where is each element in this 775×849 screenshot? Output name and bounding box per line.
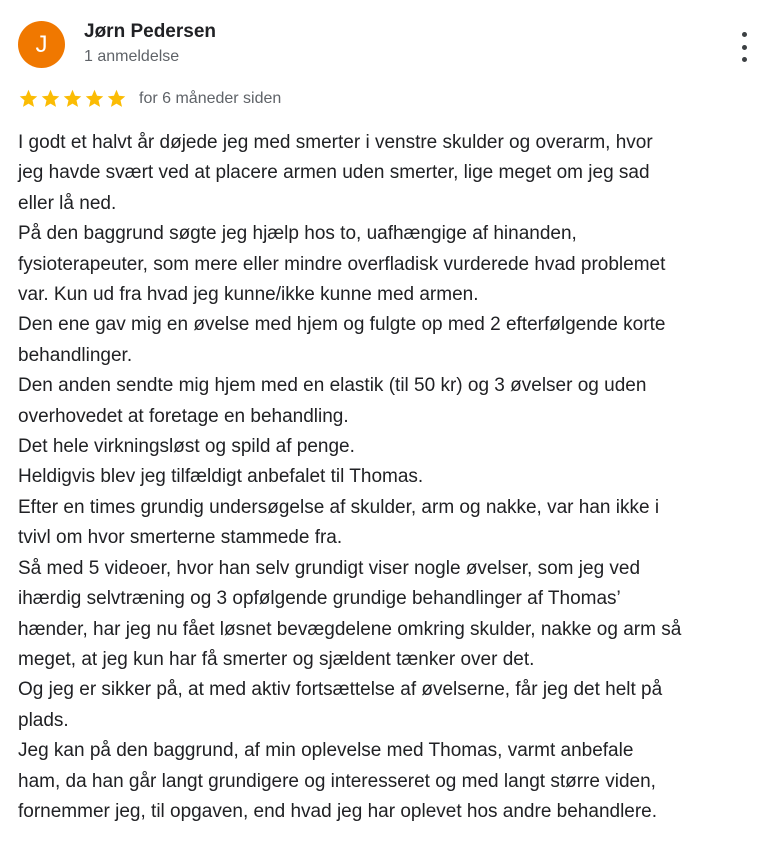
star-rating — [18, 88, 127, 109]
review-line: Jeg kan på den baggrund, af min oplevelse med Thomas, varmt anbefale — [18, 740, 634, 762]
more-vert-icon[interactable] — [736, 32, 752, 62]
review-line: tvivl om hvor smerterne stammede fra. — [18, 527, 343, 549]
review-line: fornemmer jeg, til opgaven, end hvad jeg har oplevet hos andre behandlere. — [18, 800, 658, 822]
review-line: Den anden sendte mig hjem med en elastik (til 50 kr) og 3 øvelser og uden — [18, 375, 647, 397]
star-icon — [18, 88, 39, 109]
review-line: hænder, har jeg nu fået løsnet bevægdelene omkring skulder, nakke og arm så — [18, 618, 682, 640]
avatar-initial: J — [35, 30, 48, 58]
review-line: plads. — [18, 709, 69, 731]
star-icon — [106, 88, 127, 109]
review-line: På den baggrund søgte jeg hjælp hos to, uafhængige af hinanden, — [18, 223, 577, 245]
rating-row — [18, 88, 281, 109]
review-count: 1 anmeldelse — [84, 48, 180, 65]
review-line: ham, da han går langt grundigere og interesseret og med langt større viden, — [18, 770, 656, 792]
review-line: Heldigvis blev jeg tilfældigt anbefalet til Thomas. — [18, 466, 424, 488]
review-line: jeg havde svært ved at placere armen uden smerter, lige meget om jeg sad — [18, 162, 650, 184]
review-line: fysioterapeuter, som mere eller mindre overfladisk vurderede hvad problemet — [18, 253, 666, 275]
review-line: behandlinger. — [18, 344, 133, 366]
review-line: Det hele virkningsløst og spild af penge. — [18, 436, 355, 458]
review-line: meget, at jeg kun har få smerter og sjældent tænker over det. — [18, 648, 535, 670]
reviewer-name[interactable]: Jørn Pedersen — [84, 21, 216, 42]
review-line: Den ene gav mig en øvelse med hjem og fulgte op med 2 efterfølgende korte — [18, 314, 666, 336]
star-icon — [62, 88, 83, 109]
avatar[interactable] — [18, 21, 65, 68]
star-icon — [84, 88, 105, 109]
review-line: I godt et halvt år døjede jeg med smerter i venstre skulder og overarm, hvor — [18, 132, 653, 153]
review-date: for 6 måneder siden — [139, 89, 282, 107]
review-line: eller lå ned. — [18, 192, 117, 214]
star-icon — [40, 88, 61, 109]
review-line: ihærdig selvtræning og 3 opfølgende grundige behandlinger af Thomas’ — [18, 588, 621, 610]
review-line: Så med 5 videoer, hvor han selv grundigt viser nogle øvelser, som jeg ved — [18, 557, 641, 579]
review-text — [18, 128, 770, 827]
review-line: Efter en times grundig undersøgelse af skulder, arm og nakke, var han ikke i — [18, 496, 660, 518]
review-line: var. Kun ud fra hvad jeg kunne/ikke kunne med armen. — [18, 284, 479, 306]
review-line: overhovedet at foretage en behandling. — [18, 405, 349, 427]
review-line: Og jeg er sikker på, at med aktiv fortsættelse af øvelserne, får jeg det helt på — [18, 679, 663, 701]
